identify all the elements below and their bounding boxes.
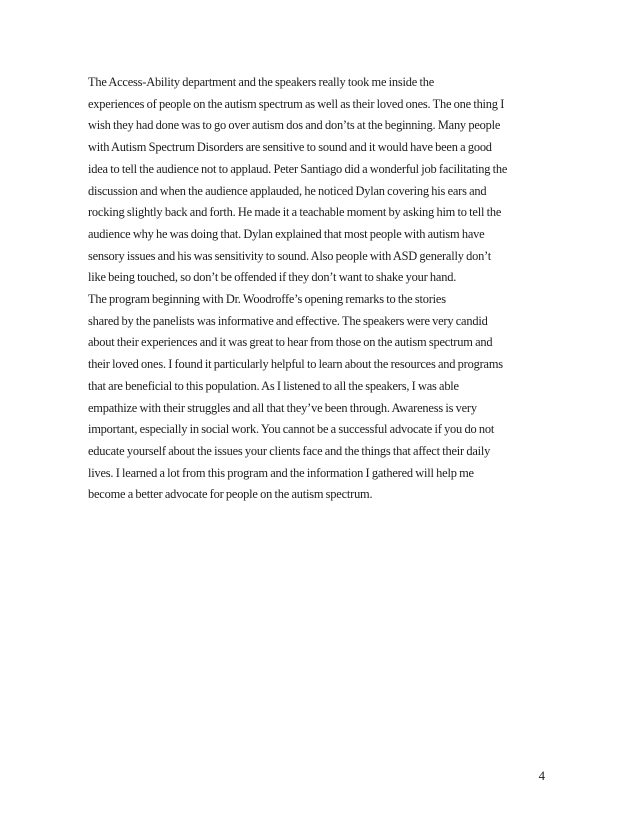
text-line: that are beneficial to this population. As I listened to all the speakers, I was able	[88, 378, 459, 393]
text-line: The program beginning with Dr. Woodroffe’s opening remarks to the stories	[88, 292, 446, 307]
text-line: like being touched, so don’t be offended if they don’t want to shake your hand.	[88, 270, 457, 285]
text-line: wish they had done was to go over autism dos and don’ts at the beginning. Many people	[88, 118, 501, 133]
text-line: The Access-Ability department and the speakers really took me inside the	[88, 75, 435, 89]
text-line: audience why he was doing that. Dylan explained that most people with autism have	[88, 226, 485, 241]
text-line: become a better advocate for people on the autism spectrum.	[88, 487, 373, 502]
text-line: idea to tell the audience not to applaud. Peter Santiago did a wonderful job facilitating the	[88, 161, 508, 176]
text-line: their loved ones. I found it particularly helpful to learn about the resources and programs	[88, 357, 503, 372]
text-line: with Autism Spectrum Disorders are sensitive to sound and it would have been a good	[88, 140, 492, 155]
essay-body	[88, 72, 558, 506]
text-line: rocking slightly back and forth. He made it a teachable moment by asking him to tell the	[88, 205, 502, 220]
text-line: educate yourself about the issues your clients face and the things that affect their daily	[88, 443, 491, 458]
text-line: sensory issues and his was sensitivity to sound. Also people with ASD generally don’t	[88, 248, 492, 263]
paragraph-1	[88, 72, 558, 289]
text-line: lives. I learned a lot from this program and the information I gathered will help me	[88, 465, 474, 480]
text-line: empathize with their struggles and all that they’ve been through. Awareness is very	[88, 400, 477, 415]
text-line: experiences of people on the autism spectrum as well as their loved ones. The one thing I	[88, 96, 505, 111]
text-line: shared by the panelists was informative and effective. The speakers were very candid	[88, 313, 488, 328]
paragraph-2	[88, 289, 558, 506]
page-number: 4	[538, 769, 545, 783]
text-line: discussion and when the audience applauded, he noticed Dylan covering his ears and	[88, 183, 487, 198]
text-line: about their experiences and it was great to hear from those on the autism spectrum and	[88, 335, 493, 350]
text-line: important, especially in social work. You cannot be a successful advocate if you do not	[88, 422, 495, 437]
